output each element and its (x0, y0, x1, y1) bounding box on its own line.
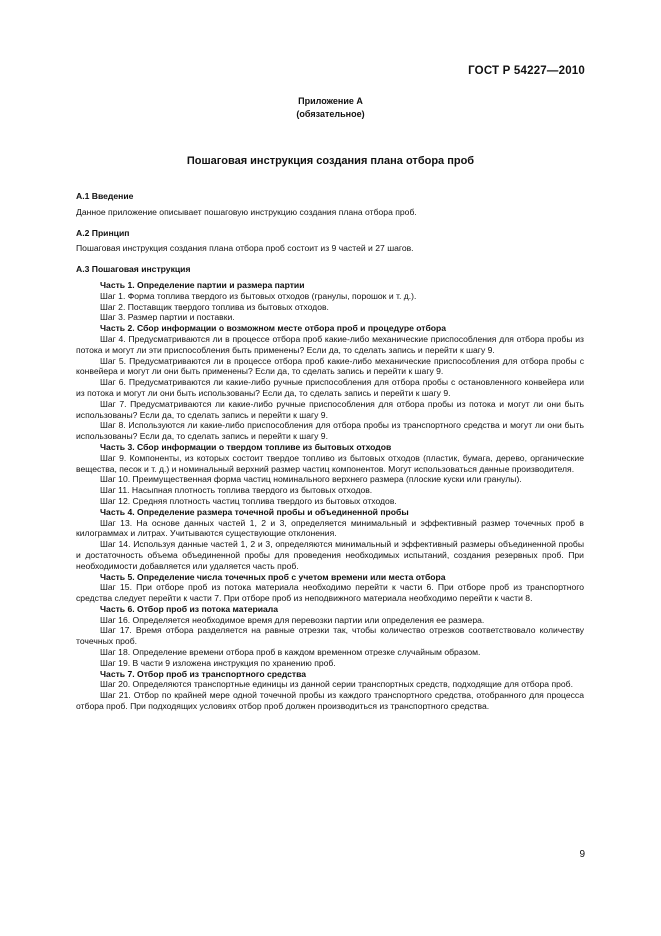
step-item: Шаг 3. Размер партии и поставки. (100, 312, 235, 323)
step-item: Шаг 18. Определение времени отбора проб в каждом временном отрезке случайным образом. (100, 647, 481, 658)
part-heading: Часть 4. Определение размера точечной пробы и объединенной пробы (100, 506, 409, 517)
document-body (76, 191, 584, 712)
step-item: Шаг 21. Отбор по крайней мере одной точечной пробы из каждого транспортного средства, отобранного для процесса отбора проб. При подходящих условиях отбор проб должен производиться из транспортного средства. (76, 690, 584, 712)
part-heading: Часть 7. Отбор проб из транспортного средства (100, 668, 307, 679)
page-number: 9 (579, 849, 585, 860)
step-item: Шаг 14. Используя данные частей 1, 2 и 3, определяются минимальный и эффективный размеры объединенной пробы и достаточность объема объединенной пробы для проведения необходимых испытаний, создания резервных проб. При необходимости добавляется или удаляется часть проб. (76, 539, 584, 571)
part-heading: Часть 5. Определение числа точечных проб с учетом времени или места отбора (100, 571, 446, 582)
instruction-list (76, 280, 584, 712)
document-title: Пошаговая инструкция создания плана отбора проб (186, 155, 475, 167)
step-item: Шаг 5. Предусматриваются ли в процессе отбора проб какие-либо механические приспособления для отбора пробы с конвейера и могут ли они быть применены? Если да, то сделать запись и перейти к шагу 9. (76, 355, 584, 377)
section-heading-a1: А.1 Введение (76, 191, 134, 201)
step-item: Шаг 7. Предусматриваются ли какие-либо ручные приспособления для отбора пробы из потока и могут ли они быть использованы? Если да, то сделать запись и перейти к шагу 9. (76, 398, 584, 420)
part-heading: Часть 2. Сбор информации о возможном месте отбора проб и процедуре отбора (100, 323, 447, 334)
step-item: Шаг 19. В части 9 изложена инструкция по хранению проб. (100, 657, 336, 668)
appendix-status: (обязательное) (296, 109, 365, 119)
step-item: Шаг 1. Форма топлива твердого из бытовых отходов (гранулы, порошок и т. д.). (100, 290, 417, 301)
appendix-title: Приложение А (298, 96, 363, 106)
step-item: Шаг 15. При отборе проб из потока материала необходимо перейти к части 6. При отборе проб из транспортного средства следует перейти к части 7. При отборе проб из неподвижного материала необходимо перейти к части 8. (76, 582, 584, 604)
step-item: Шаг 16. Определяется необходимое время для перевозки партии или определения ее размера. (100, 614, 485, 625)
part-heading: Часть 6. Отбор проб из потока материала (100, 603, 279, 614)
step-item: Шаг 17. Время отбора разделяется на равные отрезки так, чтобы количество отрезков соответствовало количеству точечных проб. (76, 625, 584, 647)
step-item: Шаг 20. Определяются транспортные единицы из данной серии транспортных средств, подходящие для отбора проб. (100, 679, 573, 690)
standard-code: ГОСТ Р 54227—2010 (468, 65, 585, 77)
step-item: Шаг 13. На основе данных частей 1, 2 и 3, определяется минимальный и эффективный размер точечных проб в килограммах и литрах. Учитываются существующие отклонения. (76, 517, 584, 539)
step-item: Шаг 9. Компоненты, из которых состоит твердое топливо из бытовых отходов (пластик, бумага, дерево, органические вещества, песок и т. д.) и номинальный верхний размер частиц компонентов. Могут использоваться данные производителя. (76, 452, 584, 474)
section-text-a2: Пошаговая инструкция создания плана отбора проб состоит из 9 частей и 27 шагов. (76, 243, 414, 254)
section-heading-a2: А.2 Принцип (76, 227, 130, 238)
step-item: Шаг 11. Насыпная плотность топлива твердого из бытовых отходов. (100, 485, 373, 496)
step-item: Шаг 8. Используются ли какие-либо приспособления для отбора пробы из транспортного средства и могут ли они быть использованы? Если да, то сделать запись и перейти к шагу 9. (76, 420, 584, 442)
step-item: Шаг 4. Предусматриваются ли в процессе отбора проб какие-либо механические приспособления для отбора пробы из потока и могут ли эти приспособления быть применены? Если да, то сделать запись и перейти к шагу 9. (76, 333, 584, 355)
step-item: Шаг 6. Предусматриваются ли какие-либо ручные приспособления для отбора пробы с остановленного конвейера или из потока и могут ли они быть использованы? Если да, то сделать запись и перейти к шагу 9. (76, 377, 584, 398)
part-heading: Часть 3. Сбор информации о твердом топливе из бытовых отходов (100, 441, 392, 452)
section-text-a1: Данное приложение описывает пошаговую инструкцию создания плана отбора проб. (76, 206, 417, 217)
step-item: Шаг 2. Поставщик твердого топлива из бытовых отходов. (100, 301, 329, 312)
part-heading: Часть 1. Определение партии и размера партии (100, 279, 305, 290)
step-item: Шаг 12. Средняя плотность частиц топлива твердого из бытовых отходов. (100, 495, 397, 506)
step-item: Шаг 10. Преимущественная форма частиц номинального верхнего размера (плоские куски или гранулы). (100, 474, 522, 485)
section-heading-a3: А.3 Пошаговая инструкция (76, 264, 191, 275)
